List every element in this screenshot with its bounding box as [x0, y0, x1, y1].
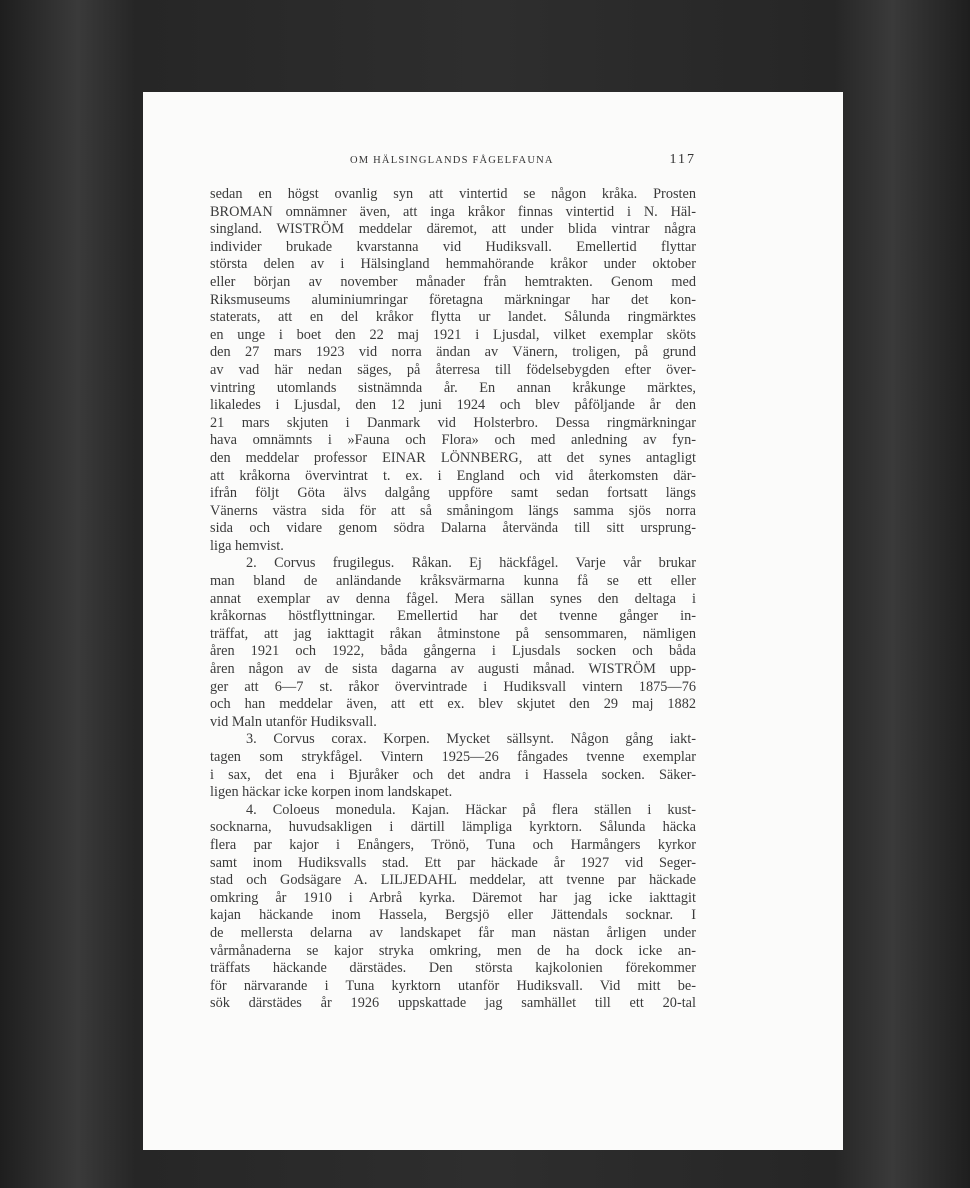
text-line: sedan en högst ovanlig syn att vintertid se någon kråka. Prosten — [210, 186, 696, 202]
running-head-title: OM HÄLSINGLANDS FÅGELFAUNA — [350, 155, 554, 166]
text-line: annat exemplar av denna fågel. Mera sällan synes den deltaga i — [210, 590, 696, 607]
text-line: kråkornas höstflyttningar. Emellertid har det tvenne gånger in- — [210, 608, 696, 625]
text-line: 2. Corvus frugilegus. Råkan. Ej häckfågel. Varje vår brukar — [246, 555, 696, 572]
text-line: stad och Godsägare A. LILJEDAHL meddelar, att tvenne par häckade — [210, 872, 696, 889]
text-line: 21 mars skjuten i Danmark vid Holsterbro. Dessa ringmärkningar — [210, 414, 696, 431]
page-number: 117 — [669, 152, 696, 167]
text-line: sök därstädes år 1926 uppskattade jag samhället till ett 20-tal — [210, 995, 696, 1012]
text-line: singland. WISTRÖM meddelar däremot, att under blida vintrar några — [210, 221, 696, 238]
text-line: eller början av november månader från hemtrakten. Genom med — [210, 273, 696, 290]
text-line: samt inom Hudiksvalls stad. Ett par häckade år 1927 vid Seger- — [210, 854, 696, 871]
text-line: de mellersta delarna av landskapet får man nästan årligen under — [210, 924, 696, 941]
text-line: socknarna, huvudsakligen i därtill lämpliga kyrktorn. Sålunda häcka — [210, 819, 696, 836]
text-line: av vad här nedan säges, på återresa till födelsebygden efter över- — [210, 361, 696, 378]
text-line: tagen som strykfågel. Vintern 1925—26 fångades tvenne exemplar — [210, 749, 696, 765]
text-line: och han meddelar även, att ett ex. blev skjutet den 29 maj 1882 — [210, 696, 696, 713]
text-line: åren 1921 och 1922, båda gångerna i Ljusdals socken och båda — [210, 643, 696, 660]
text-line: åren någon av de sista dagarna av augusti månad. WISTRÖM upp- — [210, 661, 696, 678]
text-line: likaledes i Ljusdal, den 12 juni 1924 och blev påföljande år den — [210, 397, 696, 414]
text-line: sida och vidare genom södra Dalarna återvända till sitt ursprung- — [210, 520, 696, 537]
text-line: BROMAN omnämner även, att inga kråkor finnas vintertid i N. Häl- — [210, 203, 696, 220]
text-line: staterats, att en del kråkor flytta ur landet. Sålunda ringmärktes — [210, 309, 696, 326]
text-line: kajan häckande inom Hassela, Bergsjö eller Jättendals socknar. I — [210, 907, 696, 924]
text-line: individer brukade kvarstanna vid Hudiksvall. Emellertid flyttar — [210, 238, 696, 255]
body-text — [210, 186, 696, 1013]
text-line: träffats häckande därstädes. Den största kajkolonien förekommer — [210, 960, 696, 977]
text-line: ger att 6—7 st. råkor övervintrade i Hudiksvall vintern 1875—76 — [210, 678, 696, 695]
text-line: 4. Coloeus monedula. Kajan. Häckar på flera ställen i kust- — [246, 801, 696, 818]
text-line: vårmånaderna se kajor stryka omkring, men de ha dock icke an- — [210, 942, 696, 959]
text-line: den 27 mars 1923 vid norra ändan av Vänern, troligen, på grund — [210, 344, 696, 361]
text-line: att kråkorna övervintrat t. ex. i England och vid återkomsten där- — [210, 467, 696, 484]
text-line: ligen häckar icke korpen inom landskapet. — [210, 784, 453, 801]
text-line: ifrån följt Göta älvs dalgång uppföre samt sedan fortsatt längs — [210, 485, 696, 502]
text-line: hava omnämnts i »Fauna och Flora» och med anledning av fyn- — [210, 432, 696, 449]
text-line: man bland de anländande kråksvärmarna kunna få se ett eller — [210, 573, 696, 590]
running-head — [206, 152, 696, 172]
text-line: i sax, det ena i Bjuråker och det andra i Hassela socken. Säker- — [210, 766, 696, 783]
text-line: omkring år 1910 i Arbrå kyrka. Däremot har jag icke iakttagit — [210, 889, 696, 906]
text-line: en unge i boet den 22 maj 1921 i Ljusdal, vilket exemplar sköts — [210, 326, 696, 343]
text-line: Riksmuseums aluminiumringar företagna märkningar har det kon- — [210, 291, 696, 308]
text-line: vid Maln utanför Hudiksvall. — [210, 713, 377, 730]
text-line: flera par kajor i Enångers, Trönö, Tuna och Harmångers kyrkor — [210, 836, 696, 853]
text-line: träffat, att jag iakttagit råkan åtminstone på sensommaren, nämligen — [210, 625, 696, 642]
text-line: Vänerns västra sida för att så småningom längs samma sjös norra — [210, 502, 696, 519]
text-line: den meddelar professor EINAR LÖNNBERG, att det synes antagligt — [210, 449, 696, 466]
text-line: vintring utomlands sistnämnda år. En annan kråkunge märktes, — [210, 379, 696, 396]
text-line: för närvarande i Tuna kyrktorn utanför Hudiksvall. Vid mitt be- — [210, 977, 696, 994]
text-line: största delen av i Hälsingland hemmahörande kråkor under oktober — [210, 256, 696, 273]
text-line: liga hemvist. — [210, 537, 284, 554]
text-line: 3. Corvus corax. Korpen. Mycket sällsynt. Någon gång iakt- — [246, 731, 696, 748]
